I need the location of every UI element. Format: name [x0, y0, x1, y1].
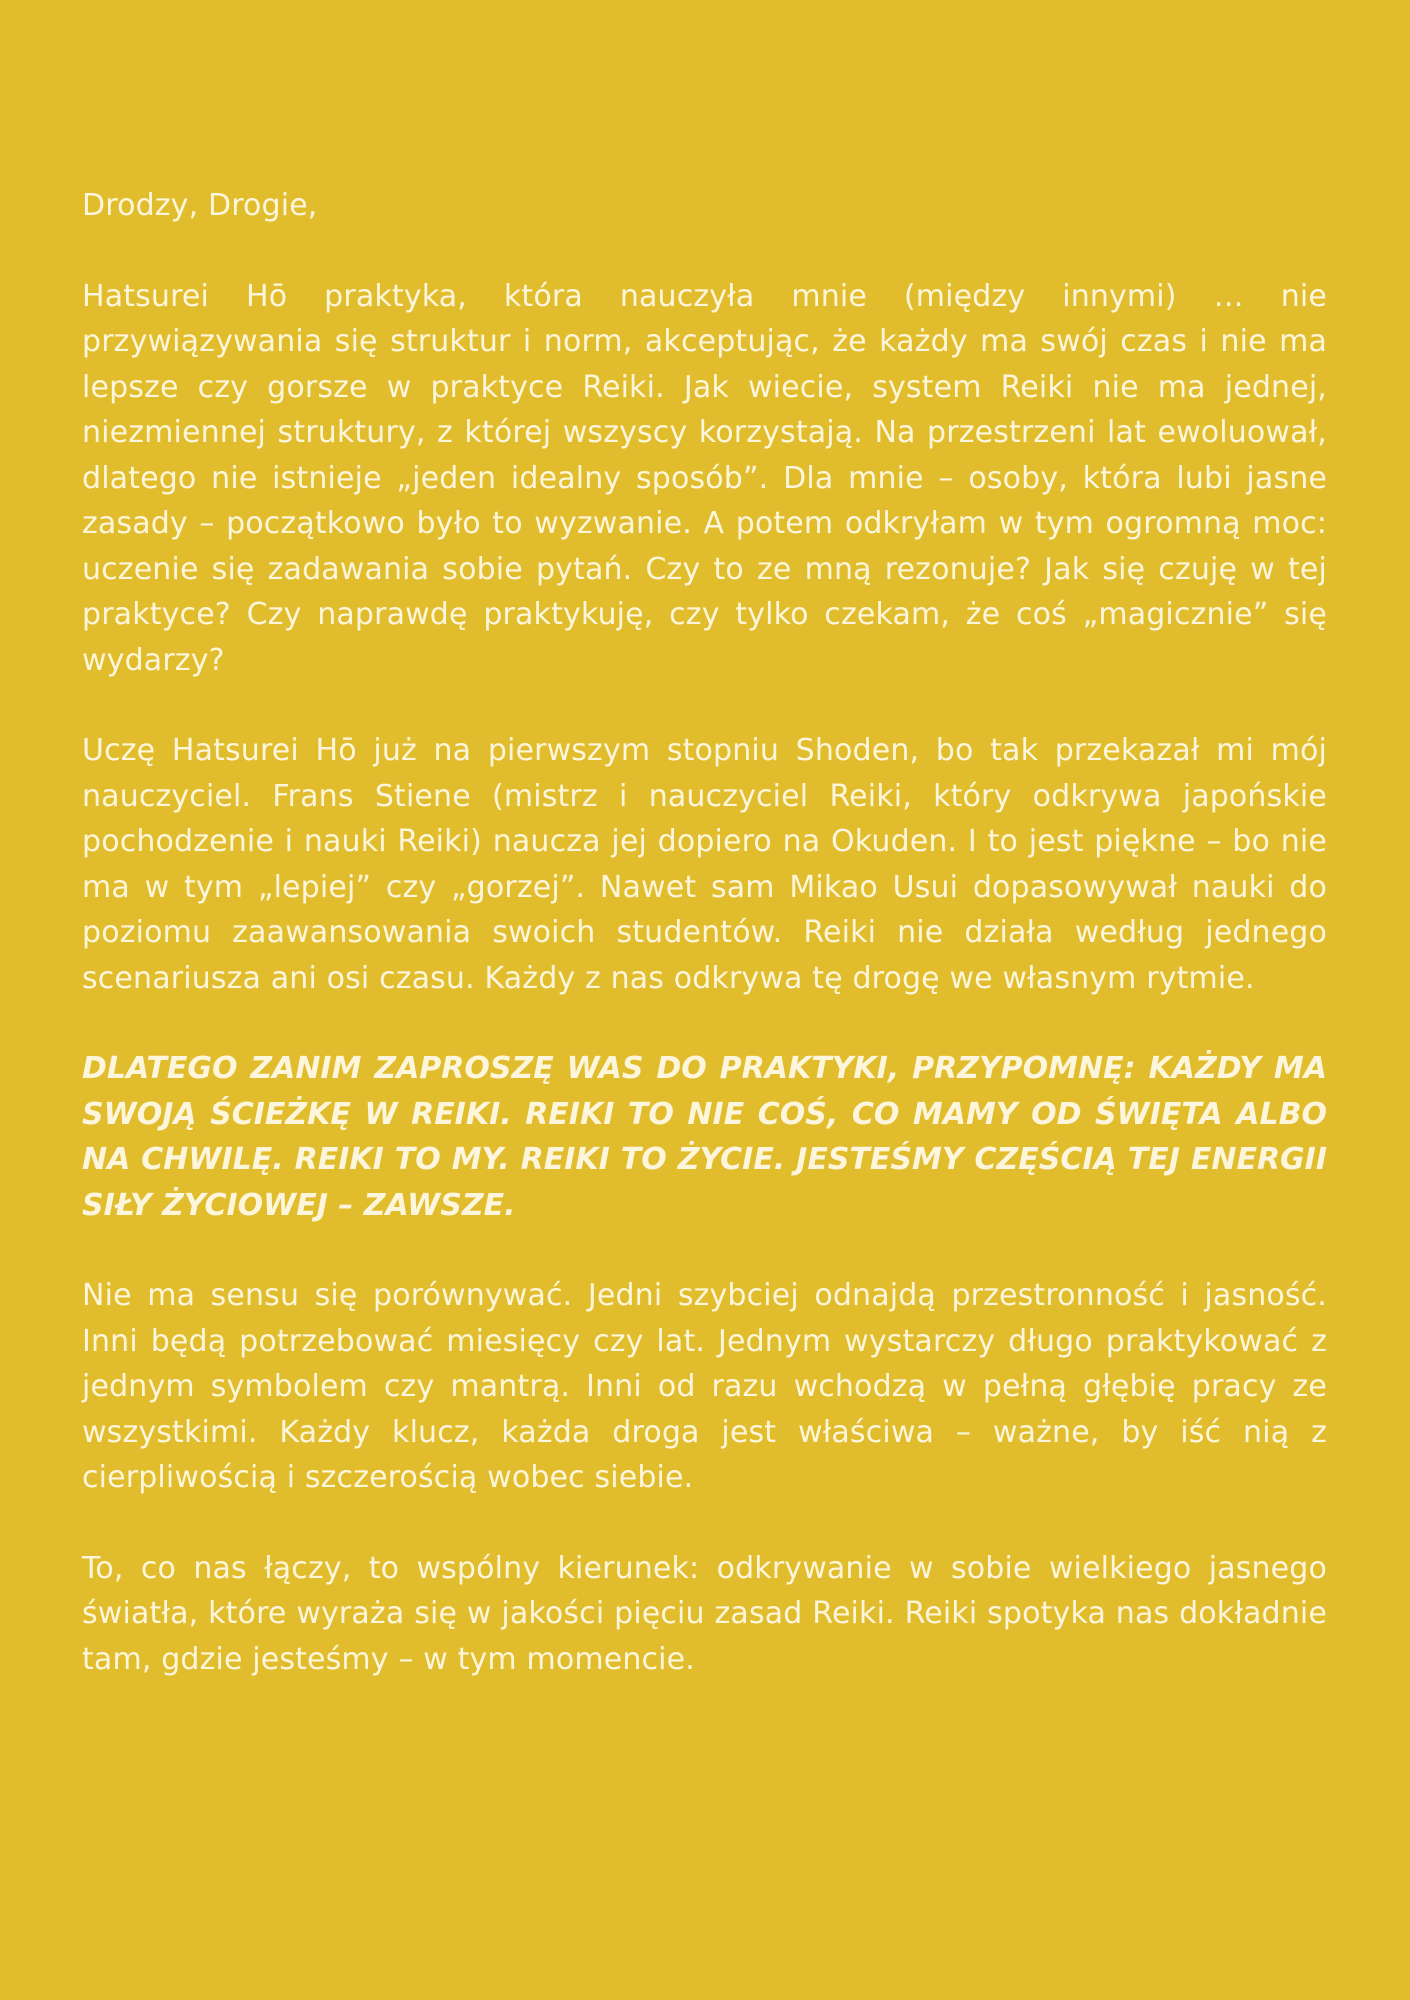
greeting: Drodzy, Drogie,	[82, 188, 318, 223]
paragraph-hatsurei-practice: Hatsurei Hō praktyka, która nauczyła mnie (między innymi) … nie przywiązywania się struktur i norm, akceptując, że każdy ma swój czas i nie ma lepsze czy gorsze w praktyce Reiki. Jak wiecie, system Reiki nie ma jednej, niezmiennej struktury, z której wszyscy korzystają. Na przestrzeni lat ewoluował, dlatego nie istnieje „jeden idealny sposób”. Dla mnie – osoby, która lubi jasne zasady – początkowo było to wyzwanie. A potem odkryłam w tym ogromną moc: uczenie się zadawania sobie pytań. Czy to ze mną rezonuje? Jak się czuję w tej praktyce? Czy naprawdę praktykuję, czy tylko czekam, że coś „magicznie” się wydarzy?	[82, 278, 1327, 678]
paragraph-common-direction: To, co nas łączy, to wspólny kierunek: odkrywanie w sobie wielkiego jasnego światła, które wyraża się w jakości pięciu zasad Reiki. Reiki spotyka nas dokładnie tam, gdzie jesteśmy – w tym momencie.	[82, 1550, 1327, 1677]
emphasized-paragraph: DLATEGO ZANIM ZAPROSZĘ WAS DO PRAKTYKI, PRZYPOMNĘ: KAŻDY MA SWOJĄ ŚCIEŻKĘ W REIKI. REIKI TO NIE COŚ, CO MAMY OD ŚWIĘTA ALBO NA CHWILĘ. REIKI TO MY. REIKI TO ŻYCIE. JESTEŚMY CZĘŚCIĄ TEJ ENERGII SIŁY ŻYCIOWEJ – ZAWSZE.	[82, 1051, 1327, 1223]
document-body	[82, 183, 1327, 1682]
paragraph-teaching-shoden: Uczę Hatsurei Hō już na pierwszym stopniu Shoden, bo tak przekazał mi mój nauczyciel. Frans Stiene (mistrz i nauczyciel Reiki, który odkrywa japońskie pochodzenie i nauki Reiki) naucza jej dopiero na Okuden. I to jest piękne – bo nie ma w tym „lepiej” czy „gorzej”. Nawet sam Mikao Usui dopasowywał nauki do poziomu zaawansowania swoich studentów. Reiki nie działa według jednego scenariusza ani osi czasu. Każdy z nas odkrywa tę drogę we własnym rytmie.	[82, 733, 1327, 996]
paragraph-no-comparison: Nie ma sensu się porównywać. Jedni szybciej odnajdą przestronność i jasność. Inni będą potrzebować miesięcy czy lat. Jednym wystarczy długo praktykować z jednym symbolem czy mantrą. Inni od razu wchodzą w pełną głębię pracy ze wszystkimi. Każdy klucz, każda droga jest właściwa – ważne, by iść nią z cierpliwością i szczerością wobec siebie.	[82, 1278, 1327, 1495]
